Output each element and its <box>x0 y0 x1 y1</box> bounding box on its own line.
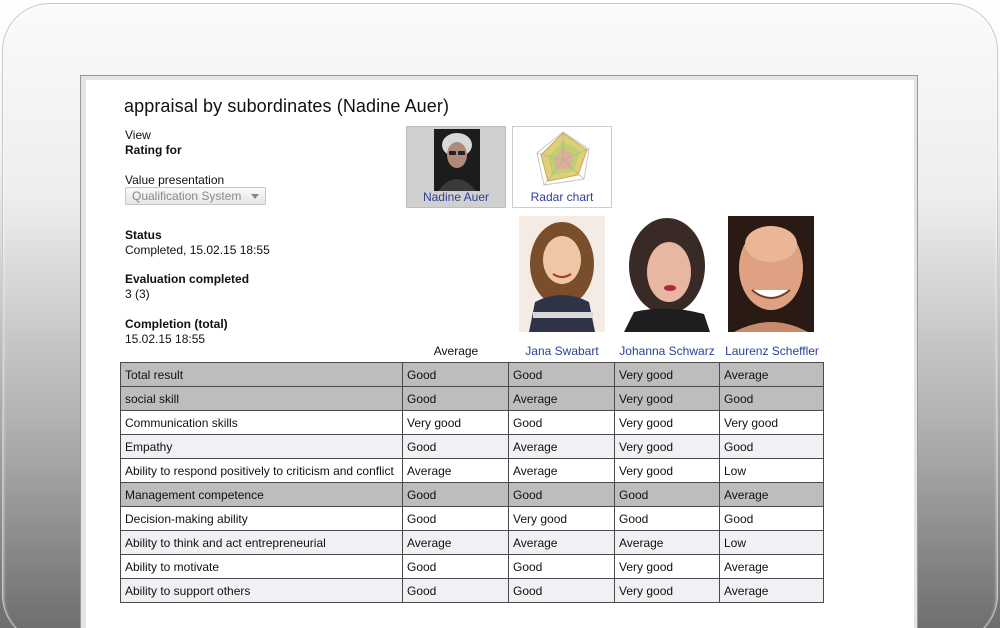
value-presentation-label: Value presentation <box>125 173 225 187</box>
rating-cell: Average <box>615 531 720 555</box>
tile-radar-label: Radar chart <box>530 190 594 204</box>
rating-cell: Average <box>509 435 615 459</box>
rating-cell: Very good <box>403 411 509 435</box>
rating-cell: Good <box>720 507 824 531</box>
page-title: appraisal by subordinates (Nadine Auer) <box>124 96 450 116</box>
row-label: Ability to support others <box>121 579 403 603</box>
row-label: Management competence <box>121 483 403 507</box>
rating-cell: Good <box>509 411 615 435</box>
tile-radar-chart[interactable] <box>512 126 612 208</box>
completion-total-value: 15.02.15 18:55 <box>125 332 206 346</box>
row-label: Ability to think and act entrepreneurial <box>121 531 403 555</box>
evaluation-completed-label: Evaluation completed <box>125 272 250 286</box>
row-label: Empathy <box>121 435 403 459</box>
rating-cell: Average <box>403 459 509 483</box>
rating-cell: Average <box>720 555 824 579</box>
rating-cell: Very good <box>615 459 720 483</box>
chevron-down-icon <box>251 194 259 199</box>
rating-cell: Good <box>403 579 509 603</box>
rating-cell: Good <box>509 483 615 507</box>
tile-person[interactable] <box>406 126 506 208</box>
rating-cell: Average <box>403 531 509 555</box>
completion-total-label: Completion (total) <box>125 317 228 331</box>
rating-cell: Good <box>615 507 720 531</box>
rating-cell: Very good <box>615 363 720 387</box>
rating-cell: Good <box>509 555 615 579</box>
rating-cell: Good <box>720 387 824 411</box>
column-header-average: Average <box>433 344 479 358</box>
rating-cell: Good <box>720 435 824 459</box>
rating-cell: Low <box>720 531 824 555</box>
value-presentation-selected: Qualification System <box>132 189 242 203</box>
rating-cell: Very good <box>615 579 720 603</box>
table-group-row <box>121 387 824 411</box>
rating-cell: Very good <box>615 387 720 411</box>
rating-cell: Good <box>403 363 509 387</box>
table-row <box>121 459 824 483</box>
rating-cell: Good <box>403 387 509 411</box>
rating-cell: Very good <box>615 435 720 459</box>
rating-cell: Very good <box>615 555 720 579</box>
table-row <box>121 435 824 459</box>
rating-cell: Average <box>720 579 824 603</box>
evaluator-photo-johanna <box>624 216 710 332</box>
row-label: Decision-making ability <box>121 507 403 531</box>
rating-cell: Very good <box>615 411 720 435</box>
table-group-row <box>121 363 824 387</box>
rating-cell: Good <box>403 483 509 507</box>
evaluator-photo-laurenz <box>728 216 814 332</box>
results-table <box>120 362 824 603</box>
table-group-row <box>121 483 824 507</box>
status-value: Completed, 15.02.15 18:55 <box>125 243 270 257</box>
column-header-laurenz-scheffler[interactable]: Laurenz Scheffler <box>725 344 819 358</box>
rating-cell: Average <box>720 363 824 387</box>
radar-chart-icon <box>532 129 594 191</box>
rating-cell: Average <box>509 531 615 555</box>
rating-cell: Good <box>509 363 615 387</box>
column-header-johanna-schwarz[interactable]: Johanna Schwarz <box>619 344 715 358</box>
table-row <box>121 579 824 603</box>
rating-cell: Good <box>403 435 509 459</box>
rating-cell: Low <box>720 459 824 483</box>
value-presentation-select[interactable] <box>125 187 266 205</box>
view-label: View <box>125 128 151 142</box>
row-label: Total result <box>121 363 403 387</box>
row-label: Communication skills <box>121 411 403 435</box>
column-header-jana-swabart[interactable]: Jana Swabart <box>525 344 599 358</box>
rating-cell: Average <box>509 387 615 411</box>
evaluator-photo-jana <box>519 216 605 332</box>
table-row <box>121 531 824 555</box>
app-screen <box>86 80 914 628</box>
table-row <box>121 411 824 435</box>
table-row <box>121 555 824 579</box>
rating-cell: Average <box>720 483 824 507</box>
rating-cell: Very good <box>509 507 615 531</box>
table-row <box>121 507 824 531</box>
row-label: Ability to respond positively to criticism and conflict <box>121 459 403 483</box>
row-label: social skill <box>121 387 403 411</box>
rating-cell: Good <box>509 579 615 603</box>
rating-for-label: Rating for <box>125 143 182 157</box>
rating-cell: Average <box>509 459 615 483</box>
row-label: Ability to motivate <box>121 555 403 579</box>
person-photo-icon <box>434 129 480 191</box>
rating-cell: Good <box>403 555 509 579</box>
rating-cell: Good <box>403 507 509 531</box>
status-label: Status <box>125 228 162 242</box>
rating-cell: Good <box>615 483 720 507</box>
tile-person-label: Nadine Auer <box>422 190 490 204</box>
rating-cell: Very good <box>720 411 824 435</box>
evaluation-completed-value: 3 (3) <box>125 287 150 301</box>
